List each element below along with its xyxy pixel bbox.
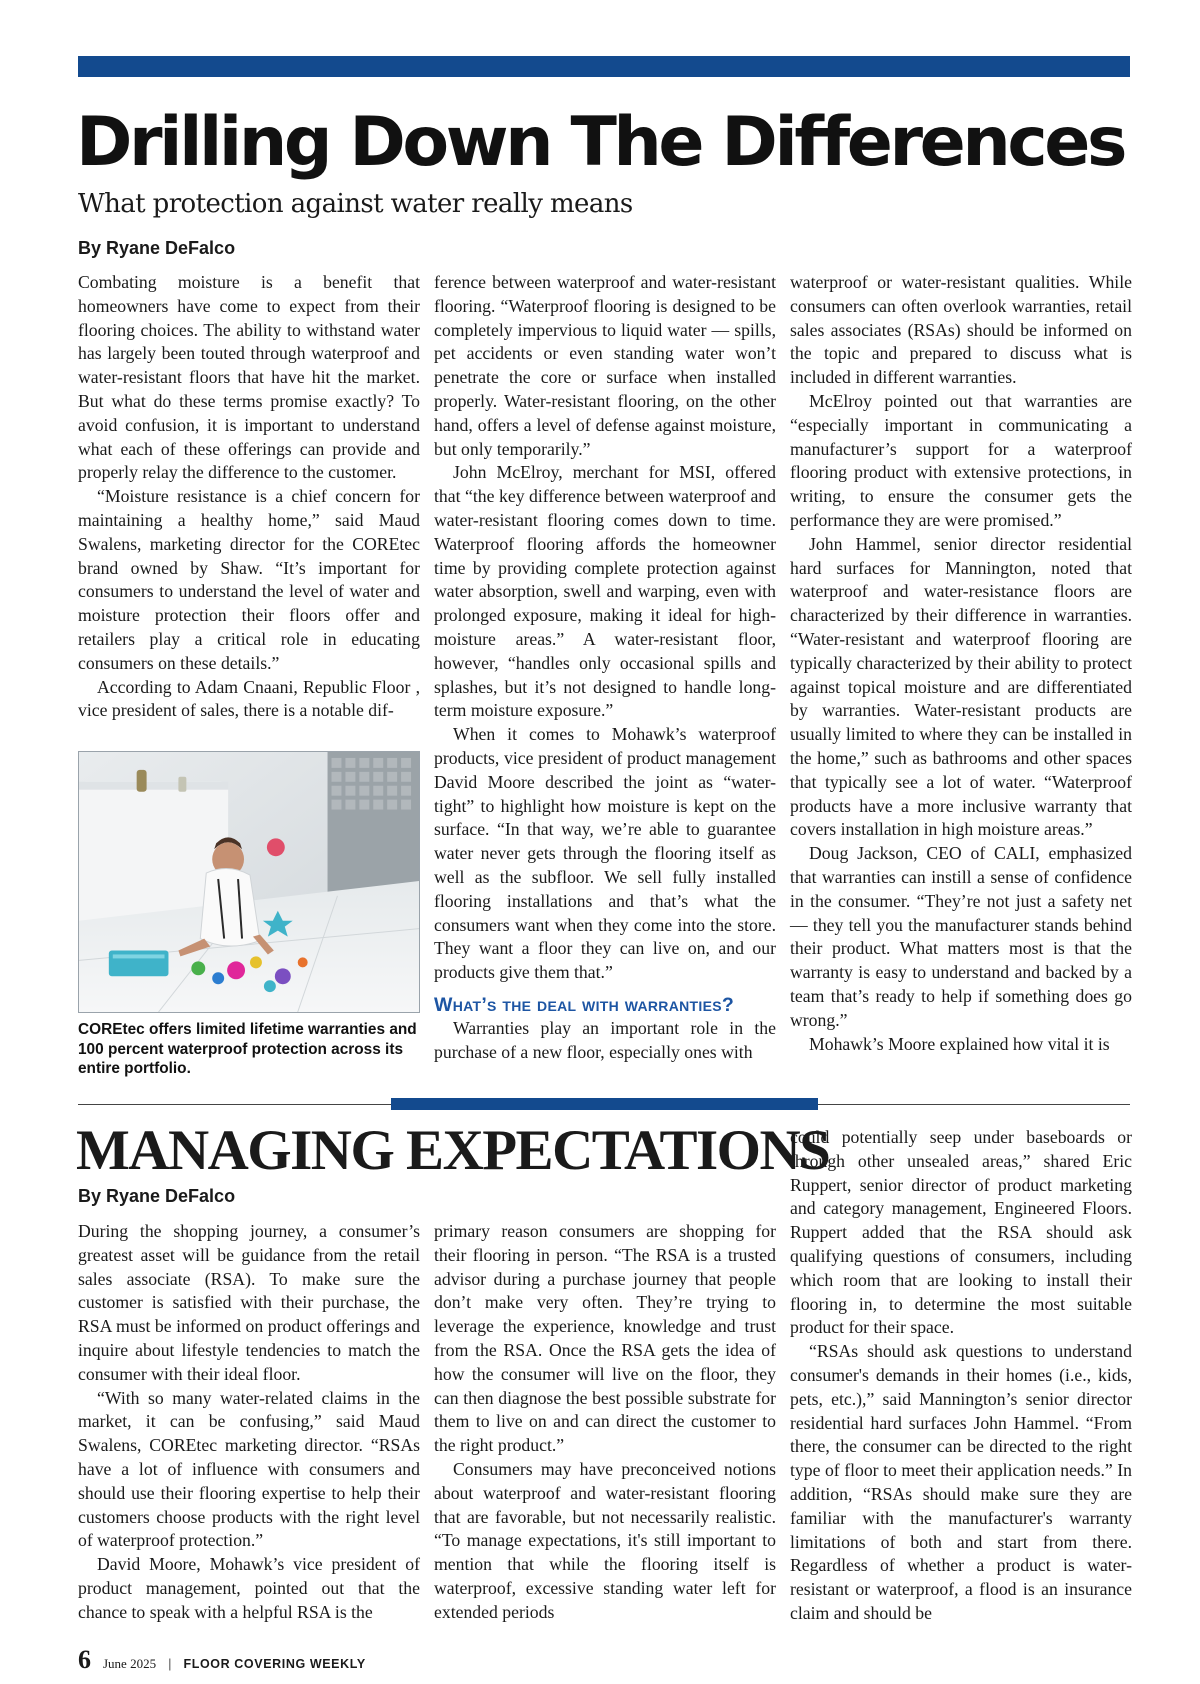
paragraph: Consumers may have preconceived notions about waterproof and water-resistant flooring that are favorable, but not necessarily realistic. “To manage expectations, it's still important to mention that while the flooring itself is waterproof, excessive standing water left for extended periods xyxy=(434,1458,776,1622)
section-subheading: What’s the deal with warranties? xyxy=(434,993,735,1016)
article2-byline: By Ryane DeFalco xyxy=(78,1186,236,1206)
coretec-bathroom-photo xyxy=(78,751,420,1013)
photo-caption: COREtec offers limited lifetime warranties and 100 percent waterproof protection across its entire portfolio. xyxy=(78,1021,417,1077)
paragraph: Mohawk’s Moore explained how vital it is xyxy=(809,1033,1110,1054)
paragraph: Doug Jackson, CEO of CALI, emphasized that warranties can instill a sense of confidence in the consumer. “They’re not just a safety net — they tell you the manufacturer stands behind their product. What matters most is that the warranty is easy to understand and backed by a team that’s ready to help if something does go wrong.” xyxy=(790,843,1132,1030)
page-footer xyxy=(78,1645,366,1675)
paragraph: John McElroy, merchant for MSI, offered that “the key difference between waterproof and water-resistant flooring comes down to time. Waterproof flooring affords the homeowner time by providing complete protection against water absorption, swell and warping, even with prolonged exposure, making it ideal for high-moisture areas.” A water-resistant floor, however, “handles only occasional spills and splashes, but it’s not designed to handle long-term moisture exposure.” xyxy=(434,462,776,721)
footer-separator: | xyxy=(168,1656,172,1671)
article-byline: By Ryane DeFalco xyxy=(78,238,236,258)
paragraph: According to Adam Cnaani, Republic Floor , vice president of sales, there is a notable dif- xyxy=(78,676,420,721)
article2-column-1 xyxy=(78,1220,420,1625)
paragraph: When it comes to Mohawk’s waterproof products, vice president of product management David Moore described the joint as “water-tight” to highlight how moisture is kept on the surface. “In that way, we’re able to guarantee water never gets through the flooring itself as well as the subfloor. We sell fully installed flooring installations and that’s what the consumers want when they come into the store. They want a floor they can live on, and our products give them that.” xyxy=(434,724,776,983)
section-divider-accent xyxy=(391,1098,818,1110)
paragraph: ference between waterproof and water-resistant flooring. “Waterproof flooring is designed to be completely impervious to liquid water — spills, pet accidents or even standing water won’t penetrate the core or surface when installed properly. Water-resistant flooring, on the other hand, offers a level of defense against moisture, but only temporarily.” xyxy=(434,272,776,459)
article-subhead: What protection against water really means xyxy=(78,189,633,219)
paragraph: McElroy pointed out that warranties are “especially important in communicating a manufacturer’s support for a waterproof flooring product with extensive protections, in writing, to ensure the consumer gets the performance they are were promised.” xyxy=(790,390,1132,530)
article2-column-2 xyxy=(434,1220,776,1625)
page-number: 6 xyxy=(78,1645,91,1674)
article1-column-2 xyxy=(434,271,776,1065)
paragraph: primary reason consumers are shopping for their flooring in person. “The RSA is a trusted advisor during a purchase journey that people don’t make very often. They’re trying to leverage the experience, knowledge and trust from the RSA. Once the RSA gets the idea of how the consumer will live on the floor, they can then diagnose the best possible substrate for them to live on and can direct the customer to the right product.” xyxy=(434,1221,776,1456)
paragraph: Combating moisture is a benefit that homeowners have come to expect from their flooring choices. The ability to withstand water has largely been touted through waterproof and water-resistant floors that have hit the market. But what do these terms promise exactly? To avoid confusion, it is important to understand what each of these offerings can provide and properly relay the difference to the customer. xyxy=(78,272,420,483)
paragraph: During the shopping journey, a consumer’s greatest asset will be guidance from the retail sales associate (RSA). To make sure the customer is satisfied with their purchase, the RSA must be informed on product offerings and inquire about lifestyle tendencies to match the consumer with their ideal floor. xyxy=(78,1221,420,1384)
article1-column-1 xyxy=(78,271,420,723)
paragraph: “With so many water-related claims in the market, it can be confusing,” said Maud Swalens, COREtec marketing director. “RSAs have a lot of influence with consumers and should use their flooring expertise to help their customers choose products with the right level of waterproof protection.” xyxy=(78,1387,420,1551)
article1-column-3 xyxy=(790,271,1132,1056)
article2-headline: MANAGING EXPECTATIONS xyxy=(76,1119,830,1182)
top-accent-bar xyxy=(78,56,1130,77)
publication-name: FLOOR COVERING WEEKLY xyxy=(183,1657,366,1671)
paragraph: “RSAs should ask questions to understand consumer's demands in their homes (i.e., kids, pets, etc.),” said Mannington’s senior director residential hard surfaces John Hammel. “From there, the consumer can be directed to the right type of floor to meet their application needs.” In addition, “RSAs should make sure they are familiar with the manufacturer's warranty limitations of both and start from there. Regardless of whether a product is water-resistant or waterproof, a flood is an insurance claim and should be xyxy=(790,1341,1132,1623)
paragraph: Warranties play an important role in the purchase of a new floor, especially ones with xyxy=(434,1017,776,1062)
paragraph: waterproof or water-resistant qualities. While consumers can often overlook warranties, retail sales associates (RSAs) should be informed on the topic and prepared to discuss what is included in different warranties. xyxy=(790,272,1132,388)
paragraph: could potentially seep under baseboards or through other unsealed areas,” shared Eric Ruppert, senior director of product marketing and category management, Engineered Floors. Ruppert added that the RSA should ask qualifying questions of consumers, including which room that are looking to install their flooring in, to determine the most suitable product for their space. xyxy=(790,1127,1132,1338)
article2-column-3 xyxy=(790,1126,1132,1626)
issue-date: June 2025 xyxy=(103,1656,157,1671)
paragraph: “Moisture resistance is a chief concern for maintaining a healthy home,” said Maud Swalens, marketing director for the COREtec brand owned by Shaw. “It’s important for consumers to understand the level of water and moisture protection their floors offer and retailers play a critical role in educating consumers on these details.” xyxy=(78,486,420,673)
paragraph: John Hammel, senior director residential hard surfaces for Mannington, noted that waterproof and water-resistance floors are characterized by their difference in warranties. “Water-resistant and waterproof flooring are typically characterized by their ability to protect against topical moisture and are differentiated by warranties. Water-resistant products are usually limited to where they can be installed in the home,” such as bathrooms and other spaces that typically see a lot of water. “Waterproof products have a more inclusive warranty that covers installation in high moisture areas.” xyxy=(790,533,1132,840)
article-headline: Drilling Down The Differences xyxy=(76,103,1125,182)
paragraph: David Moore, Mohawk’s vice president of product management, pointed out that the chance to speak with a helpful RSA is the xyxy=(78,1554,420,1622)
